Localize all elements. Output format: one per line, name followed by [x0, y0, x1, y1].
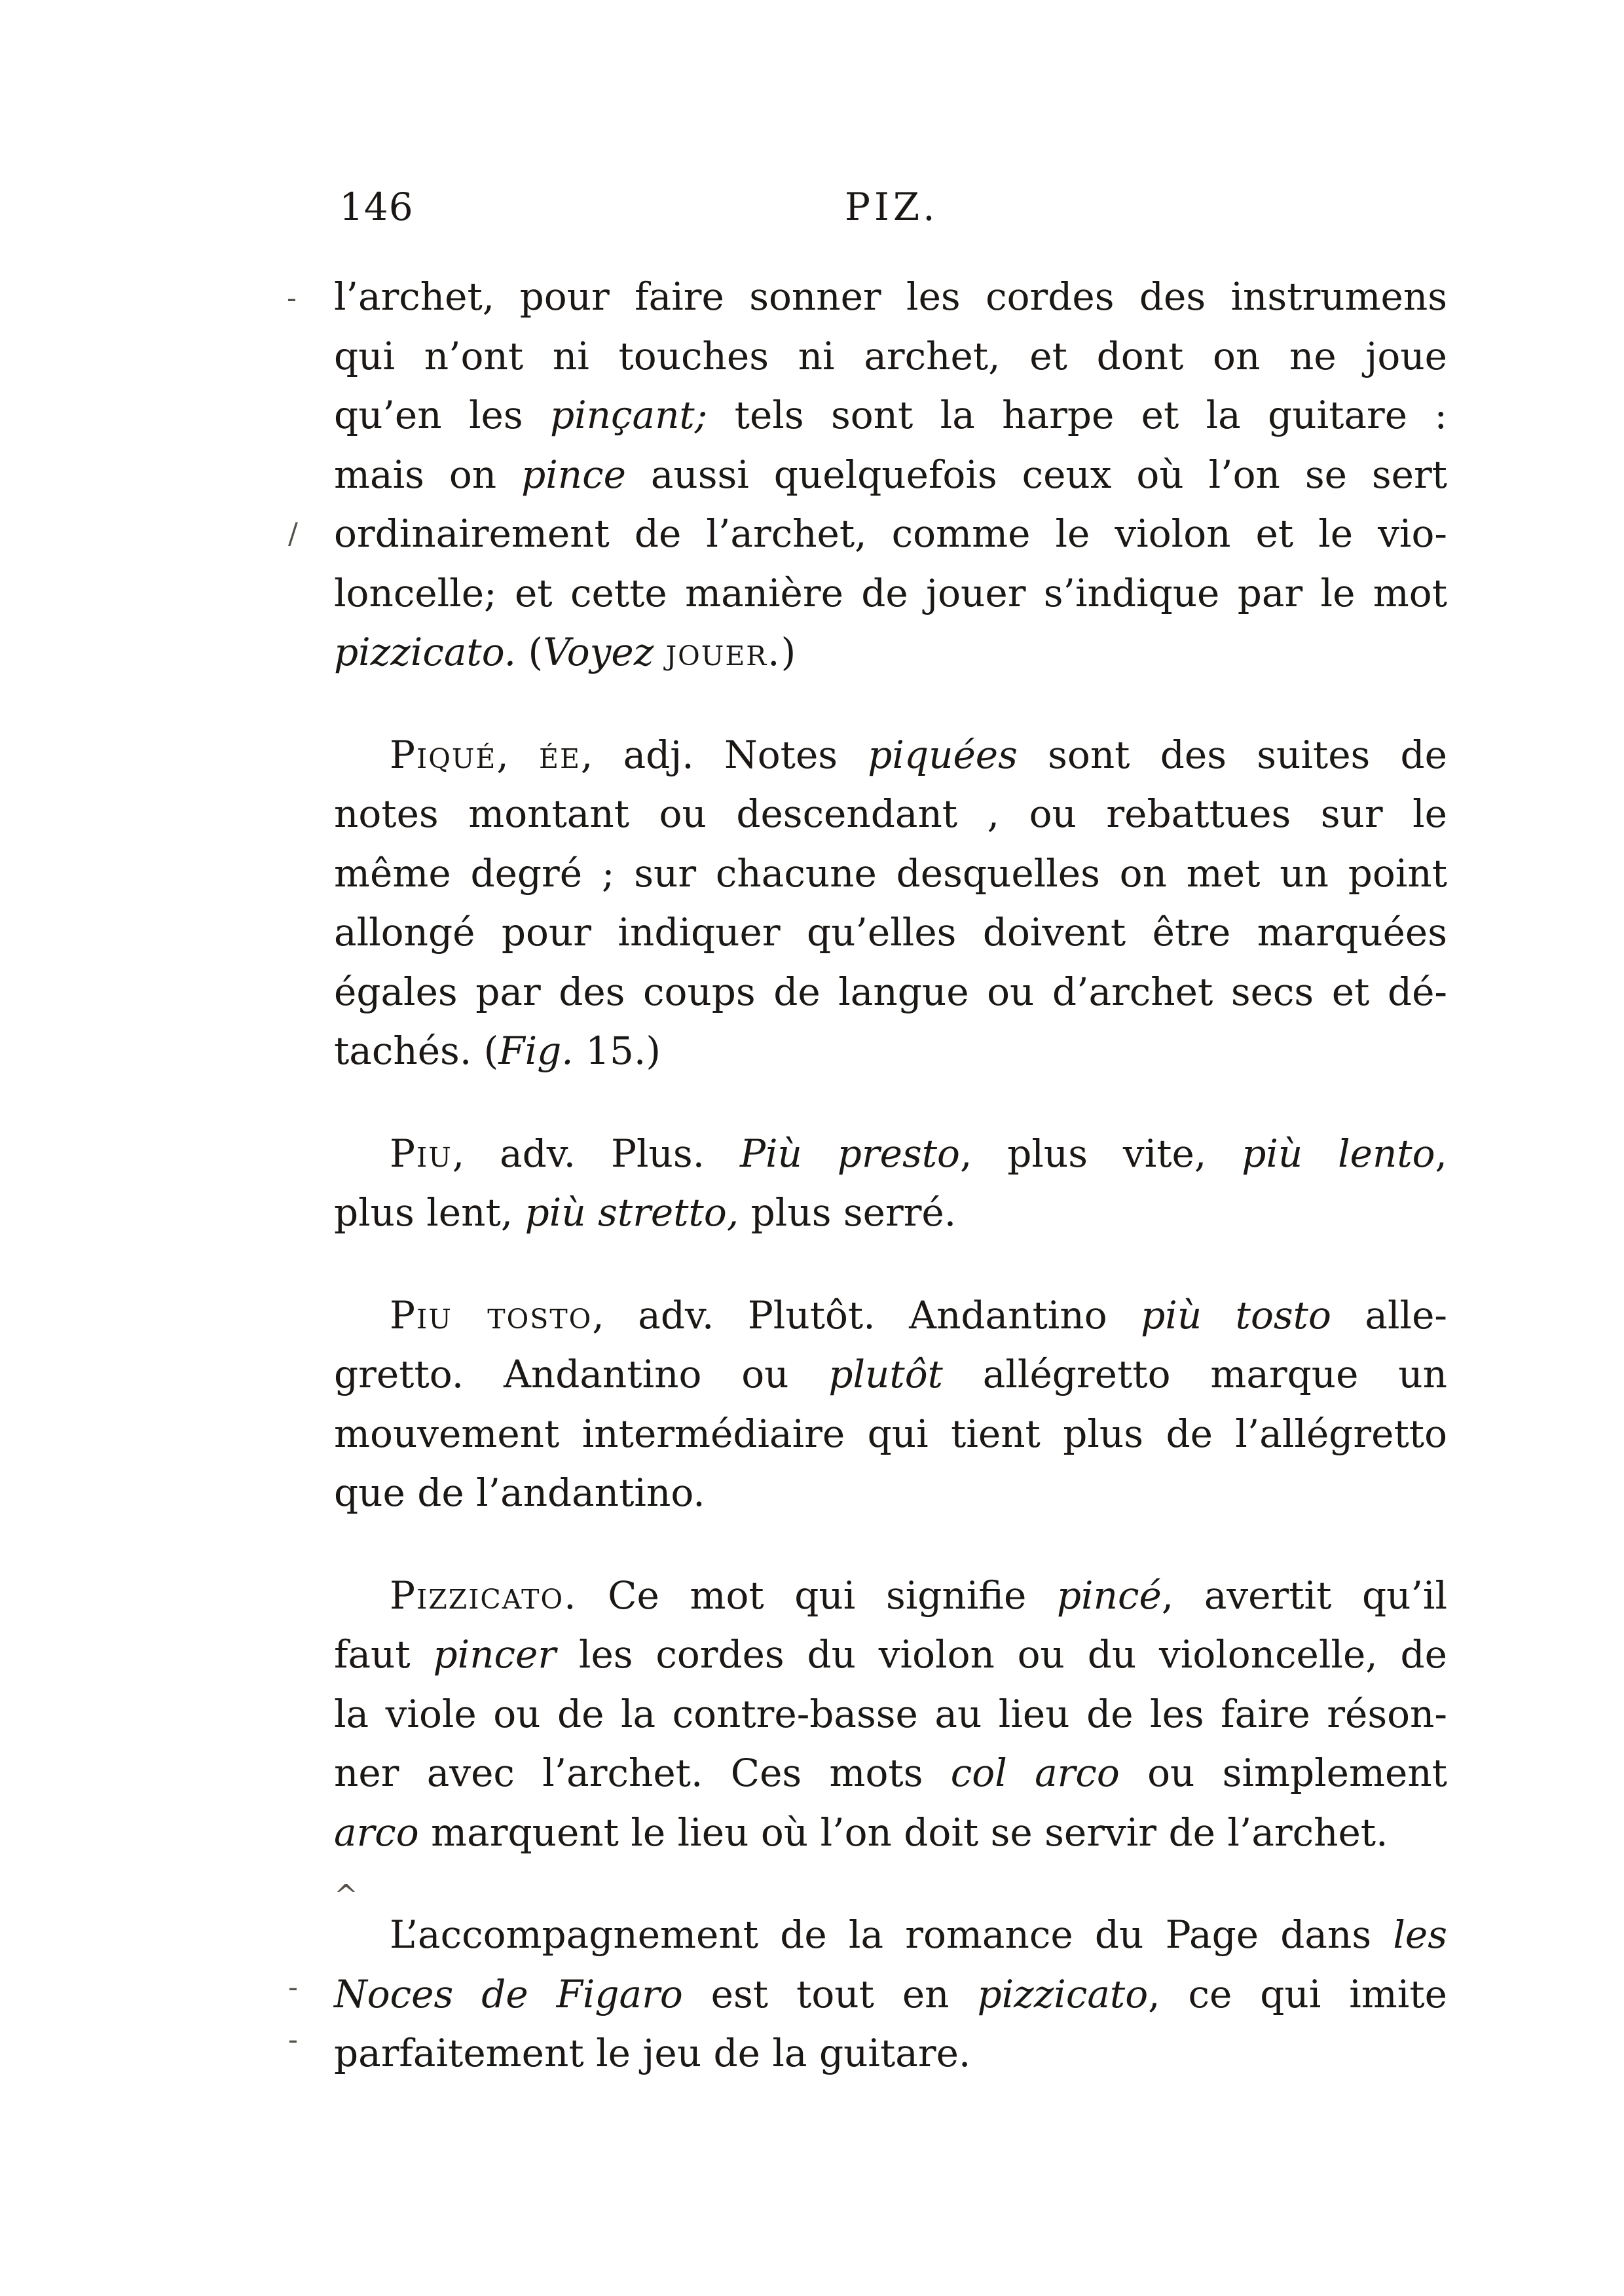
- text-run: ordinairement de l’archet, comme le violon et le vio-: [334, 511, 1447, 556]
- text-run: gretto. Andantino ou: [334, 1352, 829, 1396]
- text-line: [334, 327, 1447, 386]
- text-run: faut: [334, 1632, 434, 1677]
- text-run: , plus vite,: [959, 1131, 1242, 1176]
- italic-term: pizzicato: [977, 1971, 1149, 2016]
- text-run: est tout en: [682, 1971, 978, 2016]
- text-line: [334, 267, 1447, 327]
- text-run: alle-: [1331, 1292, 1448, 1338]
- text-line: [334, 844, 1447, 903]
- paragraph-gap: [334, 1081, 1447, 1124]
- text-run: allongé pour indiquer qu’elles doivent être marquées: [334, 910, 1447, 955]
- paragraph-gap: [334, 1243, 1447, 1286]
- dictionary-entry: [334, 1286, 1447, 1523]
- text-run: aussi quelquefois ceux où l’on se sert: [625, 452, 1447, 497]
- italic-term: pizzicato.: [334, 630, 517, 674]
- text-line: [334, 1965, 1447, 2024]
- entry-headword: Piqué: [390, 732, 497, 777]
- text-run: , adv. Plus.: [452, 1131, 740, 1176]
- italic-term: Voyez: [543, 630, 654, 674]
- text-run: L’accompagnement de la romance du Page dans: [390, 1912, 1393, 1957]
- text-line: [334, 1345, 1447, 1404]
- italic-term: piquées: [868, 732, 1018, 777]
- text-run: même degré ; sur chacune desquelles on met un point: [334, 850, 1447, 896]
- text-line: [334, 1743, 1447, 1803]
- text-run: les cordes du violon ou du violoncelle, de: [556, 1632, 1447, 1677]
- dictionary-entry: [334, 1566, 1447, 1863]
- text-run: ou simplement: [1119, 1751, 1447, 1795]
- text-run: plus lent,: [334, 1190, 525, 1235]
- text-line: [334, 1183, 1447, 1243]
- text-line: [334, 1566, 1447, 1626]
- italic-term: pinçant;: [549, 393, 708, 437]
- text-run: 15.): [573, 1029, 661, 1073]
- dictionary-entries: [334, 267, 1447, 2083]
- text-run: Ce mot qui signifie: [577, 1573, 1057, 1618]
- text-run: ,: [1435, 1131, 1447, 1176]
- text-line: [334, 1625, 1447, 1685]
- text-run: ner avec l’archet. Ces mots: [334, 1751, 951, 1795]
- text-line: [334, 903, 1447, 962]
- text-run: allégretto marque un: [942, 1352, 1447, 1396]
- text-line: [334, 1463, 1447, 1523]
- text-run: , adv. Plutôt. Andantino: [592, 1292, 1141, 1338]
- text-run: mouvement intermédiaire qui tient plus de l’allégretto: [334, 1411, 1447, 1456]
- text-run: que de l’andantino.: [334, 1470, 705, 1515]
- text-line: [334, 962, 1447, 1022]
- text-run: , avertit qu’il: [1161, 1573, 1448, 1618]
- text-run: mais on: [334, 452, 522, 497]
- margin-mark: -: [288, 1971, 298, 2004]
- text-run: tels sont la harpe et la guitare :: [707, 393, 1448, 437]
- entry-headword: ée: [539, 732, 581, 777]
- text-run: parfaitement le jeu de la guitare.: [334, 2031, 971, 2075]
- entry-headword: Pizzicato.: [390, 1573, 578, 1618]
- running-head: PIZ.: [845, 185, 939, 229]
- margin-mark: -: [287, 282, 297, 315]
- italic-term: Più presto: [739, 1131, 960, 1176]
- text-line: [334, 1124, 1447, 1184]
- margin-mark: ^: [334, 1879, 358, 1912]
- italic-term: Fig.: [498, 1029, 574, 1073]
- italic-term: pince: [521, 452, 626, 497]
- text-line: [334, 1404, 1447, 1464]
- text-run: notes montant ou descendant , ou rebattues sur le: [334, 792, 1447, 836]
- page-header: [0, 185, 1624, 250]
- text-run: qui n’ont ni touches ni archet, et dont on ne joue: [334, 333, 1447, 378]
- text-run: [654, 630, 665, 674]
- italic-term: arco: [334, 1810, 419, 1855]
- margin-mark: /: [288, 517, 298, 551]
- text-run: loncelle; et cette manière de jouer s’indique par le mot: [334, 570, 1447, 615]
- entry-headword: Piu: [390, 1131, 452, 1176]
- continued-entry: [334, 267, 1447, 682]
- paragraph-gap: [334, 1523, 1447, 1566]
- text-run: ): [781, 630, 796, 674]
- italic-term: les: [1393, 1912, 1447, 1957]
- paragraph-gap: [334, 1862, 1447, 1905]
- text-run: l’archet, pour faire sonner les cordes des instrumens: [334, 274, 1447, 319]
- text-line: [334, 504, 1447, 564]
- italic-term: Noces de Figaro: [334, 1971, 683, 2016]
- text-line: [334, 445, 1447, 505]
- italic-term: col arco: [950, 1751, 1120, 1795]
- text-line: [334, 1803, 1447, 1863]
- entry-headword: Piu tosto: [390, 1292, 593, 1338]
- text-run: égales par des coups de langue ou d’archet secs et dé-: [334, 969, 1447, 1014]
- text-line: [334, 725, 1447, 785]
- text-run: , ce qui imite: [1148, 1971, 1447, 2016]
- italic-term: pincé: [1056, 1573, 1162, 1618]
- text-line: [334, 1905, 1447, 1965]
- italic-term: plutôt: [828, 1352, 943, 1396]
- text-run: sont des suites de: [1017, 732, 1447, 777]
- entry-headword: jouer.: [665, 630, 781, 674]
- text-line: [334, 386, 1447, 445]
- italic-term: più stretto,: [525, 1190, 739, 1235]
- text-run: tachés. (: [334, 1029, 499, 1073]
- text-line: [334, 564, 1447, 623]
- text-run: plus serré.: [739, 1190, 957, 1235]
- text-line: [334, 1286, 1447, 1345]
- text-line: [334, 1021, 1447, 1081]
- dictionary-entry: [334, 1905, 1447, 2083]
- italic-term: pincer: [433, 1632, 557, 1677]
- text-line: [334, 1685, 1447, 1744]
- italic-term: più tosto: [1141, 1292, 1331, 1338]
- dictionary-entry: [334, 725, 1447, 1081]
- text-run: , adj. Notes: [580, 732, 868, 777]
- text-run: (: [516, 630, 544, 674]
- paragraph-gap: [334, 682, 1447, 725]
- text-run: la viole ou de la contre-basse au lieu de les faire réson-: [334, 1691, 1447, 1736]
- text-run: qu’en les: [334, 393, 550, 437]
- dictionary-entry: [334, 1124, 1447, 1243]
- text-line: [334, 2024, 1447, 2083]
- text-line: [334, 784, 1447, 844]
- text-run: ,: [496, 732, 540, 777]
- italic-term: più lento: [1242, 1131, 1435, 1176]
- page-number: 146: [339, 185, 414, 229]
- text-line: [334, 623, 1447, 682]
- margin-mark: -: [288, 2023, 298, 2056]
- text-run: marquent le lieu où l’on doit se servir de l’archet.: [418, 1810, 1388, 1855]
